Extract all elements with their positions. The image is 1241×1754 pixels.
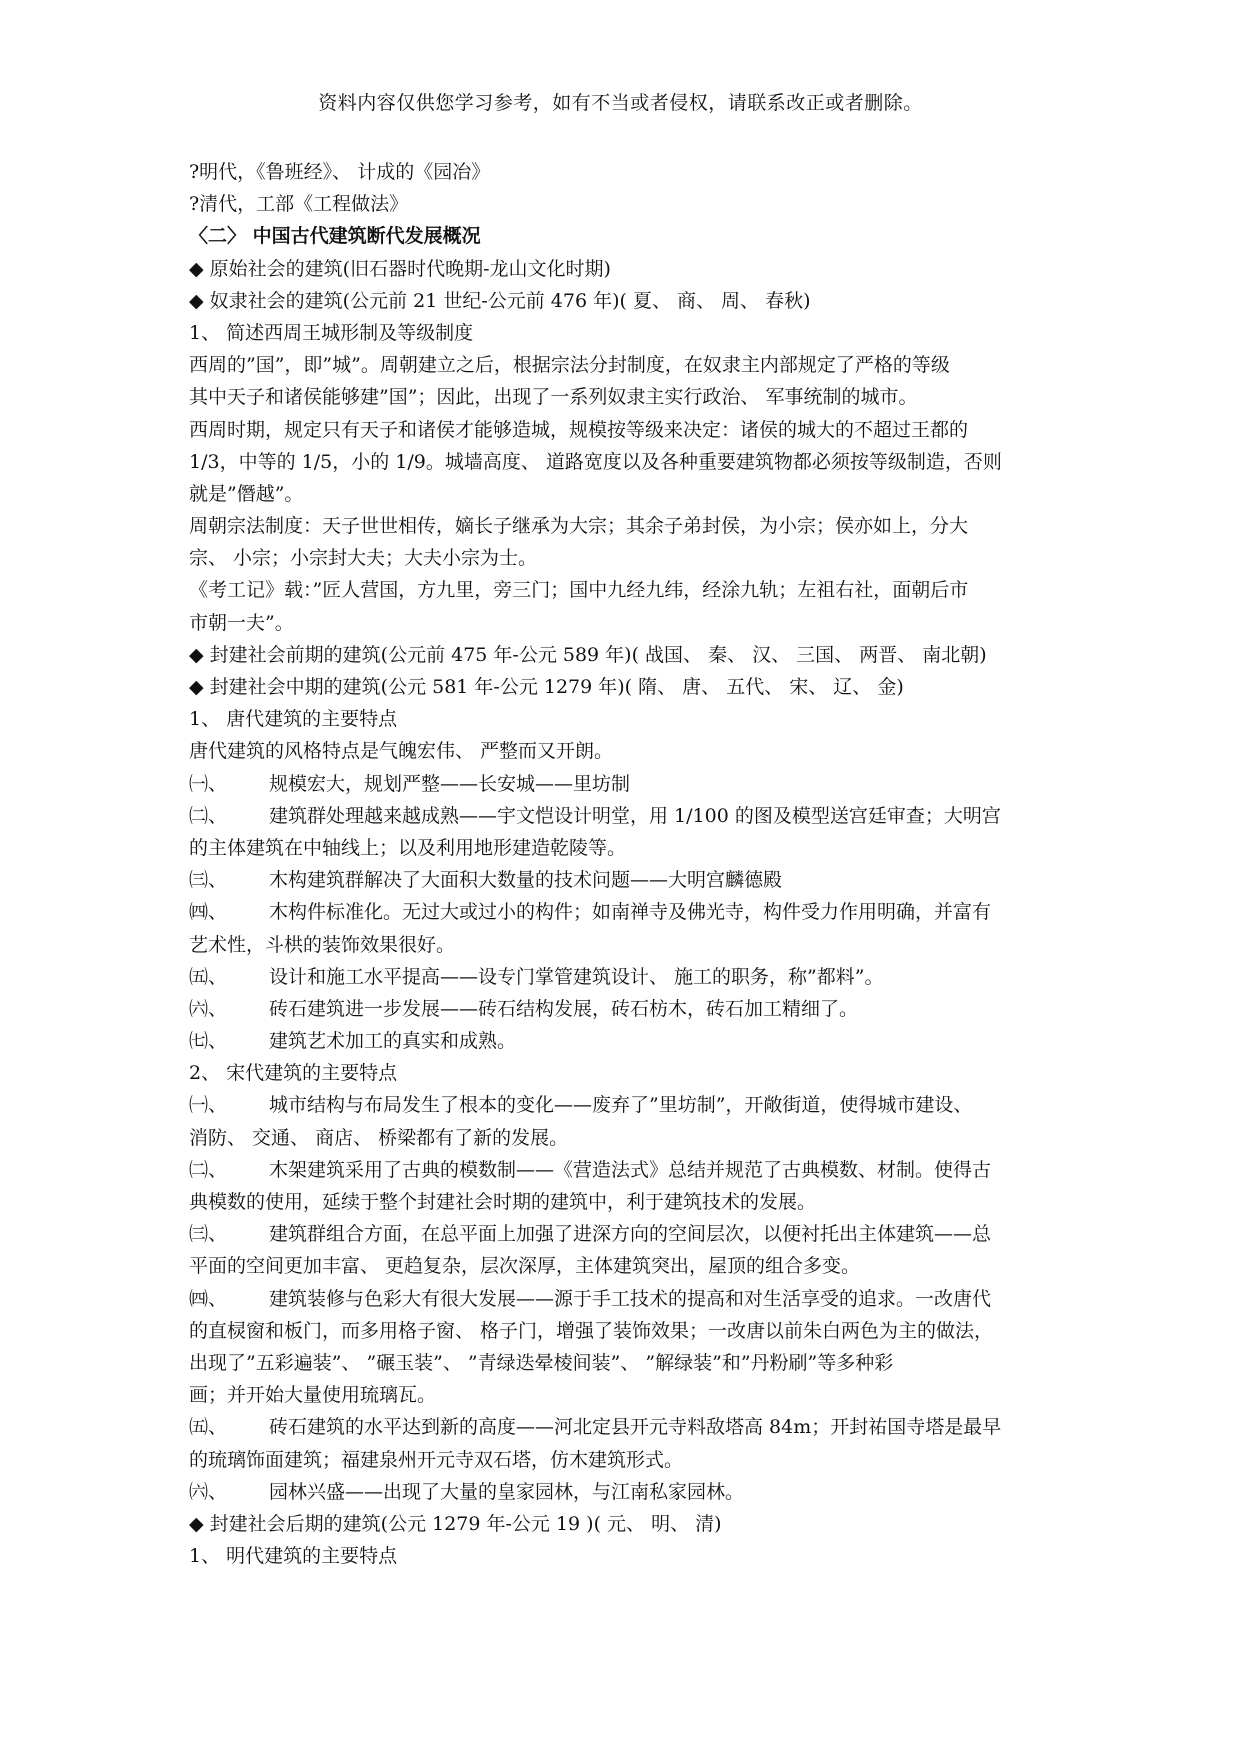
text-line [189, 1057, 1069, 1089]
line-text: 建筑装修与色彩大有很大发展——源于手工技术的提高和对生活享受的追求。一改唐代 [269, 1287, 992, 1310]
text-line [189, 1315, 1069, 1347]
text-line [189, 1025, 1069, 1057]
line-text: 的直棂窗和板门，而多用格子窗、 格子门，增强了装饰效果；一改唐以前朱白两色为主的做法， [189, 1319, 994, 1342]
line-text: 砖石建筑进一步发展——砖石结构发展，砖石枋木，砖石加工精细了。 [269, 997, 859, 1020]
text-line [189, 188, 1069, 220]
text-line [189, 414, 1069, 446]
line-text: 木构建筑群解决了大面积大数量的技术问题——大明宫麟德殿 [269, 869, 783, 892]
text-line [189, 1411, 1069, 1443]
line-text: 1、 明代建筑的主要特点 [189, 1545, 398, 1568]
line-text: 典模数的使用，延续于整个封建社会时期的建筑中，利于建筑技术的发展。 [189, 1191, 817, 1213]
line-text: 的主体建筑在中轴线上；以及利用地形建造乾陵等。 [189, 836, 627, 859]
line-text: 艺术性，斗栱的装饰效果很好。 [189, 933, 456, 956]
text-line [189, 156, 1069, 188]
text-line [189, 607, 1069, 639]
line-text: 其中天子和诸侯能够建”国”；因此，出现了一系列奴隶主实行政治、 军事统制的城市。 [189, 386, 918, 409]
list-number: ㈦、 [189, 1030, 228, 1053]
line-text: 1、 简述西周王城形制及等级制度 [189, 321, 474, 344]
text-line [189, 1218, 1069, 1250]
list-number: ㈠、 [189, 772, 228, 795]
text-line [189, 1508, 1069, 1540]
line-text: 宗、 小宗；小宗封大夫；大夫小宗为士。 [189, 547, 538, 570]
text-line [189, 639, 1069, 671]
list-number: ㈡、 [189, 804, 228, 827]
text-line [189, 1250, 1069, 1282]
line-text: 木构件标准化。无过大或过小的构件；如南禅寺及佛光寺，构件受力作用明确，并富有 [269, 901, 992, 924]
line-text: 建筑群组合方面，在总平面上加强了进深方向的空间层次，以便衬托出主体建筑——总 [269, 1223, 992, 1246]
line-text: 规模宏大，规划严整——长安城——里坊制 [269, 772, 631, 795]
line-text: ?清代，工部《工程做法》 [189, 193, 409, 216]
line-text: 木架建筑采用了古典的模数制——《营造法式》总结并规范了古典模数、材制。使得古 [269, 1158, 992, 1181]
line-text: 平面的空间更加丰富、 更趋复杂，层次深厚，主体建筑突出，屋顶的组合多变。 [189, 1255, 861, 1278]
list-number: ㈥、 [189, 1480, 228, 1503]
line-text: 西周时期，规定只有天子和诸侯才能够造城，规模按等级来决定：诸侯的城大的不超过王都的 [189, 418, 969, 441]
text-line [189, 1476, 1069, 1508]
text-line [189, 1122, 1069, 1154]
line-text: 砖石建筑的水平达到新的高度——河北定县开元寺料敌塔高 84m；开封祐国寺塔是最早 [269, 1416, 1002, 1439]
line-text: ◆ 奴隶社会的建筑(公元前 21 世纪-公元前 476 年)( 夏、 商、 周、 春秋) [189, 289, 811, 312]
text-line [189, 1444, 1069, 1476]
text-line [189, 961, 1069, 993]
text-line [189, 510, 1069, 542]
text-line [189, 993, 1069, 1025]
line-text: 就是”僭越”。 [189, 482, 304, 505]
text-line [189, 285, 1069, 317]
list-number: ㈡、 [189, 1158, 228, 1181]
text-line [189, 1089, 1069, 1121]
line-text: 1/3，中等的 1/5，小的 1/9。城墙高度、 道路宽度以及各种重要建筑物都必须按等级制造，否则 [189, 450, 1002, 473]
text-line [189, 768, 1069, 800]
line-text: 西周的”国”，即”城”。周朝建立之后，根据宗法分封制度，在奴隶主内部规定了严格的等级 [189, 354, 950, 377]
line-text: ◆ 封建社会后期的建筑(公元 1279 年-公元 19 )( 元、 明、 清) [189, 1512, 722, 1535]
text-line [189, 446, 1069, 478]
list-number: ㈢、 [189, 1223, 228, 1246]
line-text: 1、 唐代建筑的主要特点 [189, 708, 398, 731]
text-line [189, 1283, 1069, 1315]
line-text: 的琉璃饰面建筑；福建泉州开元寺双石塔，仿木建筑形式。 [189, 1448, 684, 1471]
text-line [189, 317, 1069, 349]
line-text: 城市结构与布局发生了根本的变化——废弃了”里坊制”，开敞街道，使得城市建设、 [269, 1094, 973, 1117]
line-text: 消防、 交通、 商店、 桥梁都有了新的发展。 [189, 1126, 569, 1149]
text-line [189, 896, 1069, 928]
section-heading [189, 220, 1069, 252]
line-text: 《考工记》载：”匠人营国，方九里，旁三门；国中九经九纬，经涂九轨；左祖右社，面朝后市 [189, 579, 969, 602]
text-line [189, 574, 1069, 606]
list-number: ㈥、 [189, 997, 228, 1020]
page-header-disclaimer: 资料内容仅供您学习参考，如有不当或者侵权，请联系改正或者删除。 [318, 92, 923, 114]
list-number: ㈤、 [189, 1416, 228, 1439]
line-text: 设计和施工水平提高——设专门掌管建筑设计、 施工的职务，称”都料”。 [269, 965, 884, 988]
line-text: 周朝宗法制度：天子世世相传，嫡长子继承为大宗；其余子弟封侯，为小宗；侯亦如上，分大 [189, 515, 969, 538]
text-line [189, 478, 1069, 510]
list-number: ㈠、 [189, 1094, 228, 1117]
line-text: 画；并开始大量使用琉璃瓦。 [189, 1384, 437, 1407]
line-text: ?明代，《鲁班经》、 计成的《园冶》 [189, 161, 491, 183]
text-line [189, 1540, 1069, 1572]
text-line [189, 1347, 1069, 1379]
list-number: ㈣、 [189, 1287, 228, 1310]
text-line [189, 349, 1069, 381]
line-text: 园林兴盛——出现了大量的皇家园林，与江南私家园林。 [269, 1480, 745, 1503]
list-number: ㈤、 [189, 965, 228, 988]
line-text: 市朝一夫”。 [189, 611, 294, 634]
line-text: 出现了”五彩遍装”、 ”碾玉装”、 ”青绿迭晕棱间装”、 ”解绿装”和”丹粉刷”等多种彩 [189, 1351, 894, 1374]
text-line [189, 542, 1069, 574]
text-line [189, 703, 1069, 735]
text-line [189, 800, 1069, 832]
line-text: ◆ 封建社会中期的建筑(公元 581 年-公元 1279 年)( 隋、 唐、 五代、 宋、 辽、 金) [189, 676, 904, 698]
text-line [189, 1186, 1069, 1218]
document-body [189, 156, 1069, 1572]
text-line [189, 1154, 1069, 1186]
list-number: ㈢、 [189, 869, 228, 892]
line-text: 〈二〉 中国古代建筑断代发展概况 [189, 225, 481, 248]
line-text: 建筑艺术加工的真实和成熟。 [269, 1030, 517, 1053]
line-text: 2、 宋代建筑的主要特点 [189, 1062, 398, 1085]
text-line [189, 1379, 1069, 1411]
line-text: ◆ 原始社会的建筑(旧石器时代晚期-龙山文化时期) [189, 257, 611, 280]
line-text: 建筑群处理越来越成熟——宇文恺设计明堂，用 1/100 的图及模型送宫廷审查；大明宫 [269, 804, 1001, 827]
text-line [189, 381, 1069, 413]
line-text: 唐代建筑的风格特点是气魄宏伟、 严整而又开朗。 [189, 740, 614, 763]
text-line [189, 832, 1069, 864]
text-line [189, 735, 1069, 767]
text-line [189, 864, 1069, 896]
line-text: ◆ 封建社会前期的建筑(公元前 475 年-公元 589 年)( 战国、 秦、 汉、 三国、 两晋、 南北朝) [189, 643, 987, 666]
text-line [189, 671, 1069, 703]
text-line [189, 253, 1069, 285]
list-number: ㈣、 [189, 901, 228, 924]
text-line [189, 929, 1069, 961]
